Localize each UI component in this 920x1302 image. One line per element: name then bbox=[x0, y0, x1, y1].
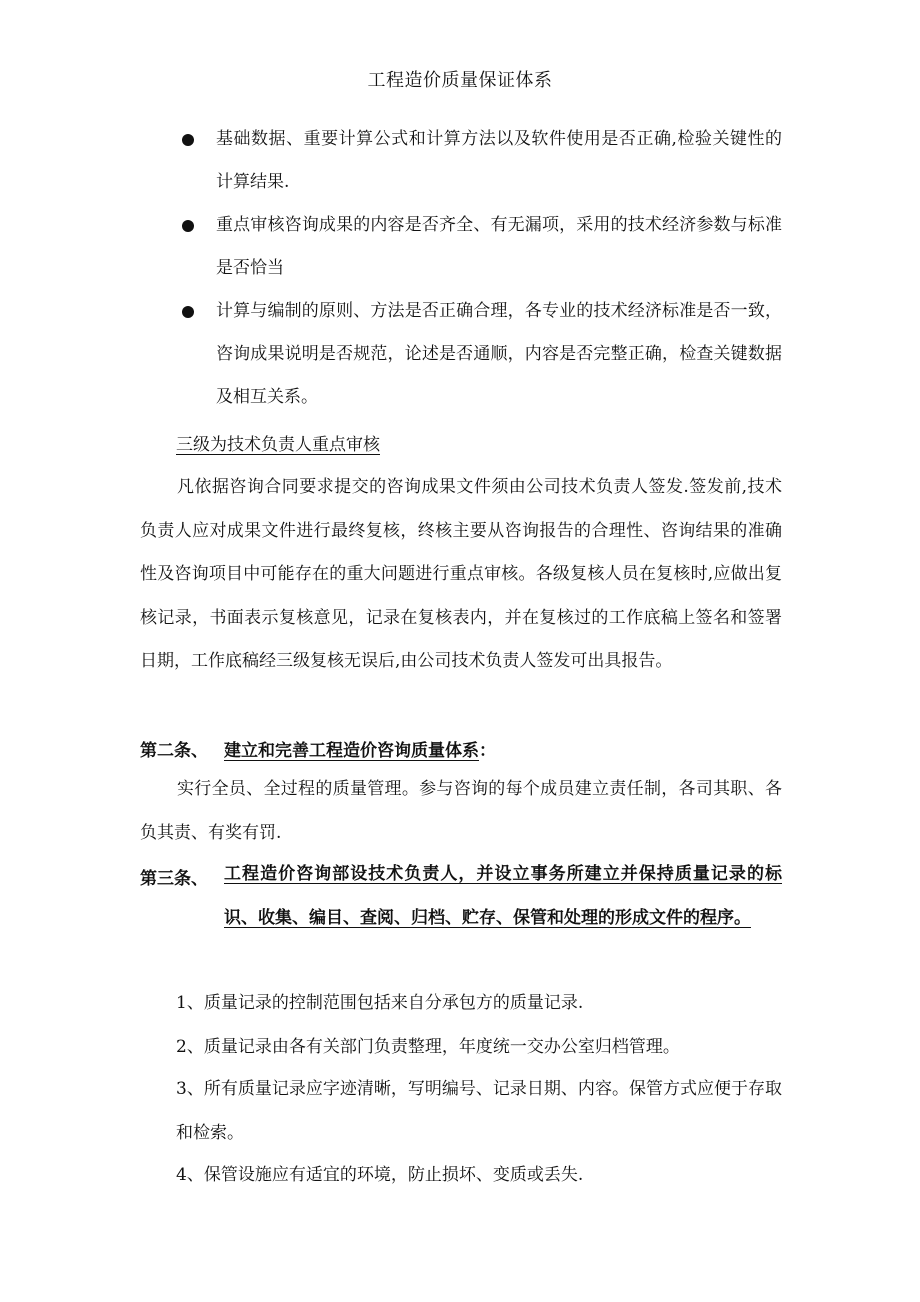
list-item-number: 4、 bbox=[176, 1165, 204, 1185]
list-item bbox=[176, 1026, 782, 1070]
page-title: 工程造价质量保证体系 bbox=[367, 70, 553, 91]
list-item bbox=[176, 1154, 782, 1198]
bullet-text: 基础数据、重要计算公式和计算方法以及软件使用是否正确,检验关键性的计算结果. bbox=[216, 129, 782, 192]
list-item bbox=[176, 1068, 782, 1155]
article-heading-text: 建立和完善工程造价咨询质量体系 bbox=[224, 741, 479, 761]
list-item-number: 2、 bbox=[176, 1037, 204, 1057]
article-heading: 工程造价咨询部设技术负责人，并设立事务所建立并保持质量记录的标识、收集、编目、查阅、归档、贮存、保管和处理的形成文件的程序。 bbox=[224, 864, 782, 928]
bullet-dot-icon bbox=[182, 306, 194, 318]
article-heading bbox=[224, 736, 496, 761]
article-label: 第三条、 bbox=[140, 869, 208, 889]
list-item-text: 质量记录的控制范围包括来自分承包方的质量记录. bbox=[203, 993, 584, 1013]
paragraph: 实行全员、全过程的质量管理。参与咨询的每个成员建立责任制，各司其职、各负其责、有奖有罚. bbox=[140, 779, 782, 843]
bullet-dot-icon bbox=[182, 134, 194, 146]
paragraph: 凡依据咨询合同要求提交的咨询成果文件须由公司技术负责人签发.签发前,技术负责人应对成果文件进行最终复核，终核主要从咨询报告的合理性、咨询结果的准确性及咨询项目中可能存在的重大问题进行重点审核。各级复核人员在复核时,应做出复核记录，书面表示复核意见，记录在复核表内，并在复核过的工作底稿上签名和签署日期，工作底稿经三级复核无误后,由公司技术负责人签发可出具报告。 bbox=[140, 477, 782, 671]
list-item-number: 3、 bbox=[176, 1079, 204, 1099]
section-heading: 三级为技术负责人重点审核 bbox=[176, 435, 380, 455]
bullet-text: 计算与编制的原则、方法是否正确合理，各专业的技术经济标准是否一致，咨询成果说明是否规范，论述是否通顺，内容是否完整正确，检查关键数据及相互关系。 bbox=[216, 301, 782, 407]
article-heading-suffix: ： bbox=[479, 741, 496, 761]
bullet-item bbox=[182, 290, 782, 419]
article-label: 第二条、 bbox=[140, 741, 208, 761]
bullet-item bbox=[182, 118, 782, 204]
list-item-text: 所有质量记录应字迹清晰，写明编号、记录日期、内容。保管方式应便于存取和检索。 bbox=[176, 1079, 782, 1143]
list-item-text: 保管设施应有适宜的环境，防止损坏、变质或丢失. bbox=[203, 1165, 584, 1185]
bullet-dot-icon bbox=[182, 220, 194, 232]
list-item-number: 1、 bbox=[176, 993, 204, 1013]
list-item-text: 质量记录由各有关部门负责整理，年度统一交办公室归档管理。 bbox=[203, 1037, 680, 1057]
list-item bbox=[176, 982, 782, 1026]
bullet-text: 重点审核咨询成果的内容是否齐全、有无漏项，采用的技术经济参数与标准是否恰当 bbox=[216, 215, 782, 278]
bullet-item bbox=[182, 204, 782, 290]
